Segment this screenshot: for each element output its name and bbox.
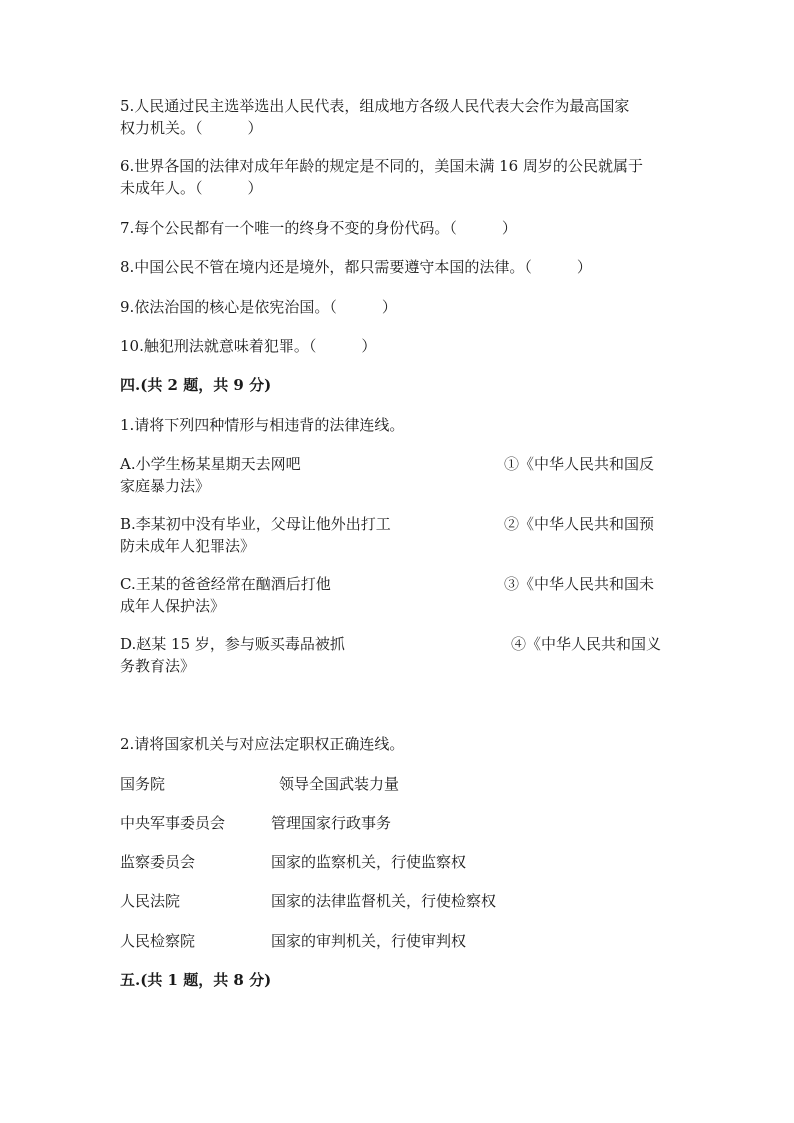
matching-row-a-left: A.小学生杨某星期天去网吧	[120, 455, 301, 473]
organ-row-4-right: 国家的法律监督机关，行使检察权	[271, 892, 497, 910]
matching-row-c-right: ③《中华人民共和国未	[504, 575, 655, 593]
matching-row-d-left: D.赵某 15 岁，参与贩买毒品被抓	[120, 635, 345, 653]
matching-row-c-cont: 成年人保护法》	[120, 597, 226, 615]
section-5-heading: 五.(共 1 题，共 8 分)	[120, 971, 272, 989]
matching-row-d-cont: 务教育法》	[120, 657, 196, 675]
organ-row-4-left: 人民法院	[120, 892, 181, 910]
matching-row-b-right: ②《中华人民共和国预	[504, 515, 655, 533]
organ-row-1-left: 国务院	[120, 775, 166, 793]
judge-item-9: 9.依法治国的核心是依宪治国。（ ）	[120, 298, 397, 316]
matching-row-a-cont: 家庭暴力法》	[120, 477, 211, 495]
matching-row-b-left: B.李某初中没有毕业，父母让他外出打工	[120, 515, 391, 533]
matching-row-b-cont: 防未成年人犯罪法》	[120, 537, 256, 555]
judge-item-5-line-2: 权力机关。（ ）	[120, 119, 263, 137]
organ-row-5-left: 人民检察院	[120, 932, 196, 950]
judge-item-6-line-2: 未成年人。（ ）	[120, 179, 263, 197]
organ-row-3-left: 监察委员会	[120, 853, 196, 871]
organ-row-5-right: 国家的审判机关，行使审判权	[271, 932, 467, 950]
matching-question-2-stem: 2.请将国家机关与对应法定职权正确连线。	[120, 735, 405, 753]
matching-row-d-right: ④《中华人民共和国义	[511, 635, 662, 653]
judge-item-5-line-1: 5.人民通过民主选举选出人民代表，组成地方各级人民代表大会作为最高国家	[120, 97, 630, 115]
judge-item-7: 7.每个公民都有一个唯一的终身不变的身份代码。（ ）	[120, 219, 517, 237]
organ-row-2-left: 中央军事委员会	[120, 814, 226, 832]
section-4-heading: 四.(共 2 题，共 9 分)	[120, 376, 272, 394]
judge-item-6-line-1: 6.世界各国的法律对成年年龄的规定是不同的，美国未满 16 周岁的公民就属于	[120, 157, 643, 175]
organ-row-2-right: 管理国家行政事务	[271, 814, 392, 832]
judge-item-8: 8.中国公民不管在境内还是境外，都只需要遵守本国的法律。（ ）	[120, 258, 592, 276]
judge-item-10: 10.触犯刑法就意味着犯罪。（ ）	[120, 337, 377, 355]
organ-row-1-right: 领导全国武装力量	[279, 775, 400, 793]
matching-row-a-right: ①《中华人民共和国反	[504, 455, 655, 473]
matching-row-c-left: C.王某的爸爸经常在酗酒后打他	[120, 575, 331, 593]
matching-question-1-stem: 1.请将下列四种情形与相违背的法律连线。	[120, 416, 405, 434]
organ-row-3-right: 国家的监察机关，行使监察权	[271, 853, 467, 871]
